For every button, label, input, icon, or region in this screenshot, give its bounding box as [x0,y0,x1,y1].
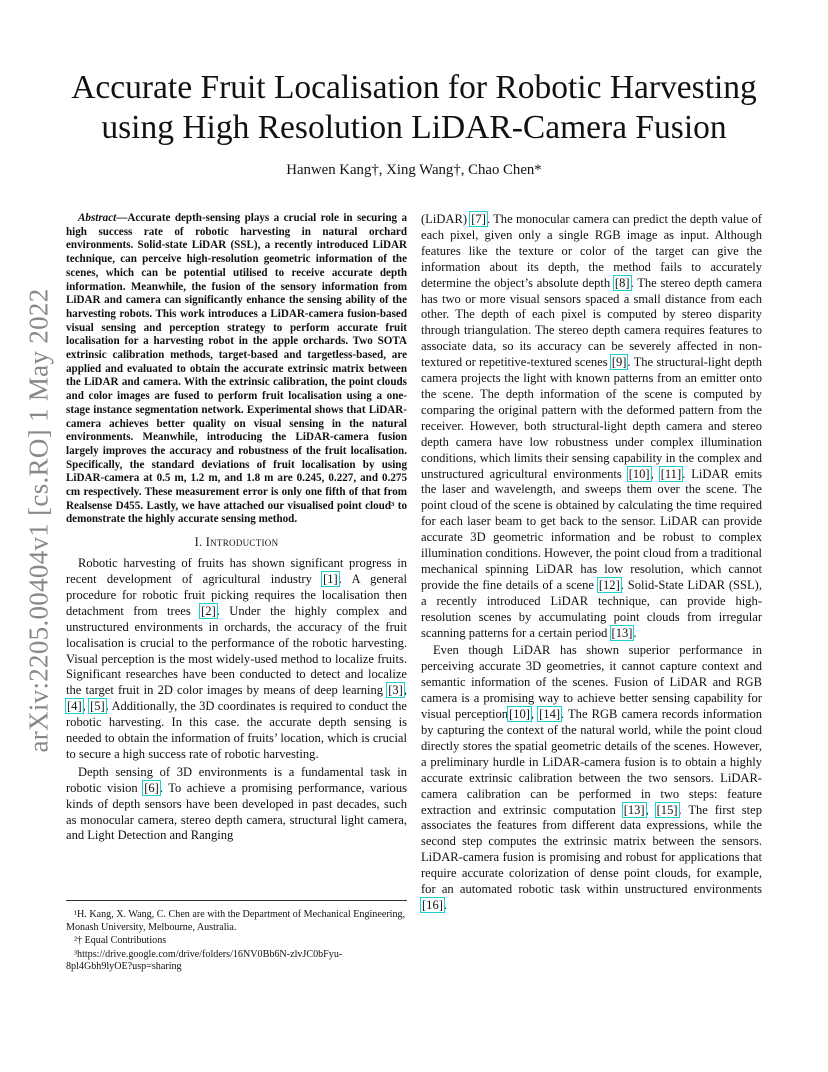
paragraph-text: , [650,466,660,481]
citation-link[interactable]: [14] [539,707,561,722]
paragraph-text: . The structural-light depth camera projects the light with known patterns from an emitter onto the scene. The depth information of the scene is computed by comparing the original pattern with the deformed pattern from the receiver. However, both structural-light depth camera and stereo depth camera have low robustness under complex illumination conditions, which limits their sensing capability in the complex and unstructured agricultural environments [421,355,762,481]
paragraph-text: . [633,625,637,640]
citation-link[interactable]: [5] [90,699,105,714]
citation-link[interactable]: [11] [660,466,682,481]
paragraph-text: , [645,802,656,817]
paragraph-text: . Additionally, the 3D coordinates is required to conduct the robotic harvesting. In this case. the accurate depth sensing is needed to obtain the information of fruits’ location, which is crucial to secure a high success rate of robotic harvesting. [66,699,407,761]
paper-title: Accurate Fruit Localisation for Robotic Harvesting using High Resolution LiDAR-Camera Fusion [71,69,757,146]
arxiv-stamp [21,280,57,760]
intro-paragraph-2 [66,765,407,845]
paragraph-text: . A general procedure for robotic fruit picking requires the localisation then detachment from trees [66,571,407,618]
right-paragraph-1 [421,212,762,641]
citation-link[interactable]: [3] [388,683,403,698]
right-paragraph-2 [421,643,762,913]
right-column [421,212,762,916]
citation-link[interactable]: [7] [471,212,486,226]
footnotes [66,900,407,975]
paragraph-text: . To achieve a promising performance, various kinds of depth sensors have been developed in past decades, such as monocular camera, stereo depth camera, structural light camera, and Light Detection and Ranging [66,780,407,843]
citation-link[interactable]: [12] [598,577,620,592]
section-heading-introduction [66,535,407,551]
abstract-text: —Accurate depth-sensing plays a crucial role in securing a high success rate of robotic harvesting in natural orchard environments. Solid-state LiDAR (SSL), a recently introduced LiDAR technique, can perceive high-resolution geometric information of the scenes, which can be potential utilised to receive accurate depth information. Meanwhile, the fusion of the sensory information from LiDAR and camera can significantly enhance the sensing ability of the harvesting robots. This work introduces a LiDAR-camera fusion-based visual sensing and perception strategy to perform accurate fruit localisation for a harvesting robot in the apple orchards. Two SOTA extrinsic calibration methods, target-based and targetless-based, are applied and evaluated to obtain the accurate extrinsic matrix between the LiDAR and camera. With the extrinsic calibration, the point clouds and color images are fused to perform fruit localisation using a one-stage instance segmentation network. Experimental shows that LiDAR-camera achieves better quality on visual sensing in the natural environments. Meanwhile, introducing the LiDAR-camera fusion largely improves the accuracy and robustness of the fruit localisation. Specifically, the standard deviations of fruit localisation by using LiDAR-camera at 0.5 m, 1.2 m, and 1.8 m are 0.245, 0.227, and 0.275 cm respectively. These measurement error is only one fifth of that from Realsense D455. Lastly, we have attached our visualised point cloud³ to demonstrate the highly accurate sensing method. [66,212,407,526]
citation-link[interactable]: [10] [509,707,530,722]
citation-link[interactable]: [15] [656,802,678,817]
paragraph-text: . The monocular camera can predict the depth value of each pixel, given only a single RGB image as input. Although features like the texture or color of the target can give the information about its depth, the method fails to accurately determine the object’s absolute depth [421,212,762,290]
section-number: I. [194,535,206,550]
paragraph-text: , [403,683,407,698]
paragraph-text: . The stereo depth camera has two or more visual sensors spaced a small distance from each other. The depth of each pixel is computed by stereo disparity through triangulation. The stereo depth camera requires features to associate data, so its accuracy can be severely affected in non-textured or repetitive-textured scenes [421,275,762,370]
paragraph-text: Robotic harvesting of fruits has shown significant progress in recent development of agricultural industry [66,556,407,586]
citation-link[interactable]: [13] [623,802,645,817]
paragraph-text: Depth sensing of 3D environments is a fundamental task in robotic vision [66,764,407,795]
citation-link[interactable]: [10] [628,466,650,481]
paragraph-text: . The first step associates the features from different data expressions, while the second step computes the extrinsic matrix between the sensors. LiDAR-camera fusion is promising and robust for applications that require accurate colorization of dense point clouds, for example, for an automated robotic task within unstructured environments [421,802,762,897]
paragraph-text: . [443,897,448,912]
paragraph-text: Even though LiDAR has shown superior performance in perceiving accurate 3D geometries, it cannot capture context and semantic information of the scenes. Fusion of LiDAR and RGB camera is a promising way to achieve better sensing capability for visual perception [421,643,762,722]
paragraph-text: , [82,699,90,714]
section-name: Introduction [205,535,279,550]
paragraph-text: . The RGB camera records information by capturing the context of the natural world, while the point cloud directly stores the spatial geometric details of the scenes. However, a preliminary hurdle in LiDAR-camera fusion is to obtain a highly accurate extrinsic calibration between the two sensors. LiDAR-camera calibration can be performed in two steps: feature extraction and extrinsic computation [421,707,762,817]
citation-link[interactable]: [4] [67,699,82,714]
paragraph-text: . Under the highly complex and unstructured environments in orchards, the accuracy of the fruit localisation is crucial to the performance of the robotic harvesting. Visual perception is the most widely-used method to localize fruits. Significant researches have been conducted to detect and localize the target fruit in 2D color images by means of deep learning [66,603,408,698]
footnote-equal-contribution: ²† Equal Contributions [74,935,167,947]
paragraph-text: . LiDAR emits the laser and wavelength, and sweeps them over the scene. The point cloud of the scene is obtained by calculating the time required for each laser beam to get back to the sensor. LiDAR can provide accurate 3D geometric information and be robust to complex illumination conditions. However, the point cloud from a traditional mechanical spinning LiDAR has low resolution, which cannot provide the fine details of a scene [421,466,762,592]
citation-link[interactable]: [9] [611,355,627,370]
left-column [66,212,407,846]
abstract [66,212,407,527]
citation-link[interactable]: [6] [144,780,159,795]
citation-link[interactable]: [1] [323,571,338,586]
footnote-link: ³https://drive.google.com/drive/folders/16NV0Bb6N-zlvJC0bFyu-8pl4Gbh9lyOE?usp=sharing [66,948,343,973]
arxiv-stamp-text: arXiv:2205.00404v1 [cs.RO] 1 May 2022 [23,287,54,753]
abstract-lead: Abstract [78,212,117,224]
citation-link[interactable]: [8] [614,275,630,290]
paragraph-text: . Solid-State LiDAR (SSL), a recently introduced LiDAR technique, can provide high-resolution scenes by accumulating point clouds from irregular scanning patterns for a certain period [421,577,762,640]
citation-link[interactable]: [2] [201,603,216,618]
citation-link[interactable]: [16] [422,897,443,912]
paragraph-text: , [530,707,539,722]
footnote-affiliation: ¹H. Kang, X. Wang, C. Chen are with the Department of Mechanical Engineering, Monash University, Melbourne, Australia. [66,909,406,933]
paper-authors: Hanwen Kang†, Xing Wang†, Chao Chen* [286,162,542,178]
paragraph-text: (LiDAR) [421,212,471,226]
citation-link[interactable]: [13] [611,625,633,640]
intro-paragraph-1 [66,556,407,763]
